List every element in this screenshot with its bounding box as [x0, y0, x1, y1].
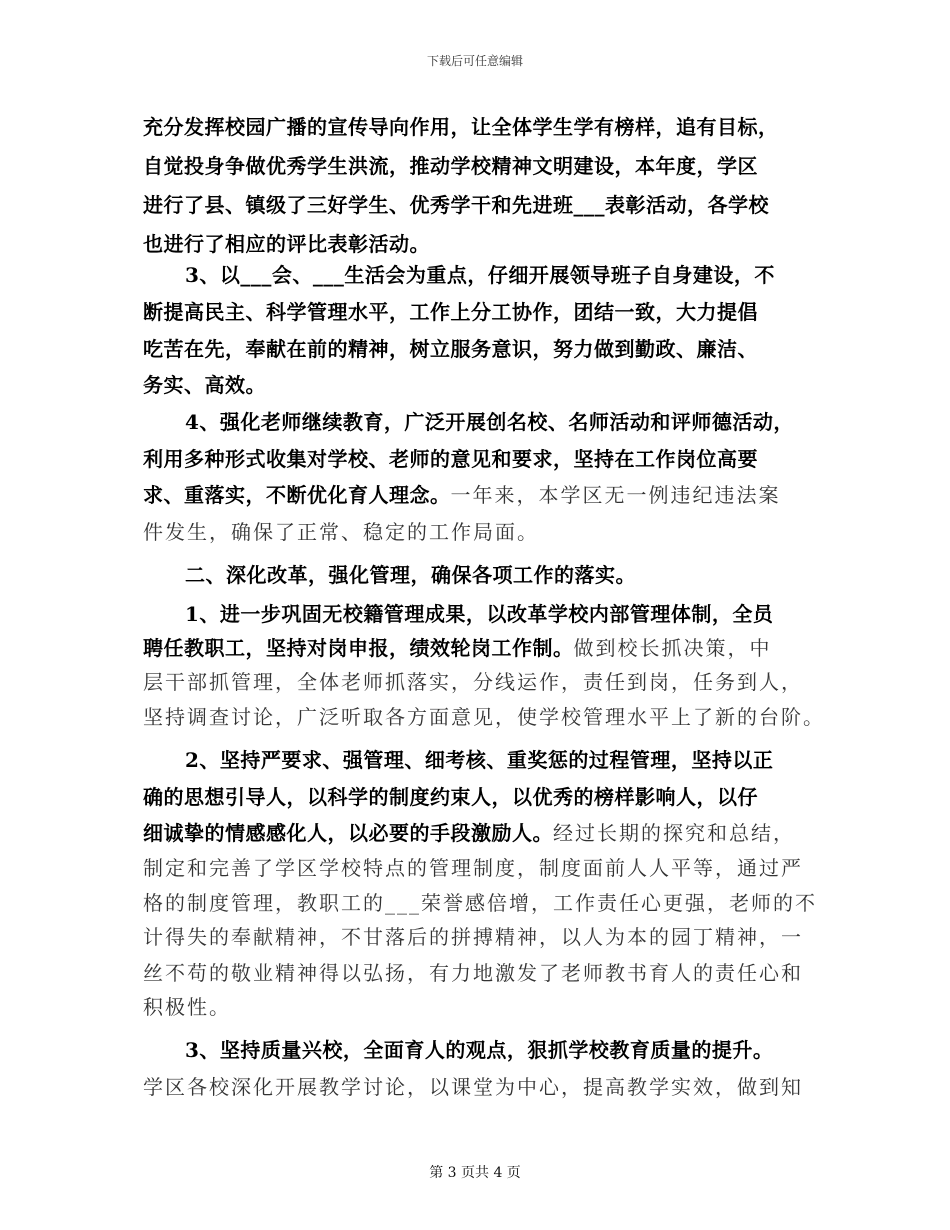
text-line [185, 744, 773, 776]
bold-text: 3、以___会、___生活会为重点，仔细开展领导班子自身建设，不 [185, 263, 775, 287]
text-line [143, 991, 231, 1023]
normal-text: 经过长期的探究和总结， [553, 821, 795, 845]
text-line [143, 150, 758, 182]
bold-text: 2、坚持严要求、强管理、细考核、重奖惩的过程管理，坚持以正 [185, 748, 774, 772]
text-line [143, 443, 758, 475]
text-line [143, 333, 758, 365]
text-line [143, 921, 803, 953]
text-line [143, 817, 795, 849]
text-line [143, 666, 803, 698]
bold-text: 确的思想引导人，以科学的制度约束人，以优秀的榜样影响人，以仔 [143, 785, 758, 809]
text-line [185, 598, 773, 630]
normal-text: 做到校长抓决策，中 [573, 636, 772, 660]
normal-text: 丝不苟的敬业精神得以弘扬，有力地激发了老师教书育人的责任心和 [143, 961, 803, 985]
text-line [143, 781, 758, 813]
bold-text: 断提高民主、科学管理水平，工作上分工协作，团结一致，大力提倡 [143, 300, 758, 324]
bold-text: 聘任教职工，坚持对岗申报，绩效轮岗工作制。 [143, 636, 574, 660]
normal-text: 一年来，本学区无一例违纪违法案 [450, 483, 781, 507]
text-line [143, 852, 803, 884]
text-line [143, 111, 779, 143]
normal-text: 层干部抓管理，全体老师抓落实，分线运作，责任到岗，任务到人， [143, 670, 803, 694]
bold-text: 自觉投身争做优秀学生洪流，推动学校精神文明建设，本年度，学区 [143, 154, 758, 178]
bold-text: 也进行了相应的评比表彰活动。 [143, 232, 430, 256]
text-line [143, 957, 803, 989]
normal-text: 格的制度管理，教职工的___荣誉感倍增，工作责任心更强，老师的不 [143, 891, 817, 915]
bold-text: 求、重落实，不断优化育人理念。 [143, 483, 451, 507]
section-heading [185, 559, 636, 591]
text-line [185, 406, 794, 438]
text-line [143, 228, 430, 260]
bold-text: 充分发挥校园广播的宣传导向作用，让全体学生学有榜样，追有目标， [143, 115, 779, 139]
text-line [143, 632, 772, 664]
normal-text: 积极性。 [143, 995, 231, 1019]
normal-text: 学区各校深化开展教学讨论，以课堂为中心，提高教学实效，做到知 [143, 1075, 803, 1099]
bold-text: 务实、高效。 [143, 373, 266, 397]
text-line [143, 516, 539, 548]
text-line [143, 887, 817, 919]
text-line [185, 1034, 773, 1066]
bold-text: 细诚挚的情感感化人，以必要的手段激励人。 [143, 821, 553, 845]
normal-text: 计得失的奉献精神，不甘落后的拼搏精神，以人为本的园丁精神，一 [143, 925, 803, 949]
bold-text: 4、强化老师继续教育，广泛开展创名校、名师活动和评师德活动， [185, 410, 794, 434]
text-line [143, 1071, 803, 1103]
bold-text: 二、深化改革，强化管理，确保各项工作的落实。 [185, 563, 636, 587]
bold-text: 3、坚持质量兴校，全面育人的观点，狠抓学校教育质量的提升。 [185, 1038, 774, 1062]
bold-text: 进行了县、镇级了三好学生、优秀学干和先进班___表彰活动，各学校 [143, 193, 769, 217]
text-line [143, 369, 266, 401]
text-line [185, 259, 775, 291]
normal-text: 制定和完善了学区学校特点的管理制度，制度面前人人平等，通过严 [143, 856, 803, 880]
page-footer: 第 3 页共 4 页 [429, 1165, 521, 1181]
text-line [143, 479, 781, 511]
bold-text: 吃苦在先，奉献在前的精神，树立服务意识，努力做到勤政、廉洁、 [143, 337, 758, 361]
text-line [143, 189, 769, 221]
bold-text: 1、进一步巩固无校籍管理成果，以改革学校内部管理体制，全员 [185, 602, 774, 626]
page-header: 下载后可任意编辑 [426, 54, 523, 68]
normal-text: 件发生，确保了正常、稳定的工作局面。 [143, 520, 539, 544]
text-line [143, 701, 825, 733]
text-line [143, 296, 758, 328]
normal-text: 坚持调查讨论，广泛听取各方面意见，使学校管理水平上了新的台阶。 [143, 705, 825, 729]
bold-text: 利用多种形式收集对学校、老师的意见和要求，坚持在工作岗位高要 [143, 447, 758, 471]
